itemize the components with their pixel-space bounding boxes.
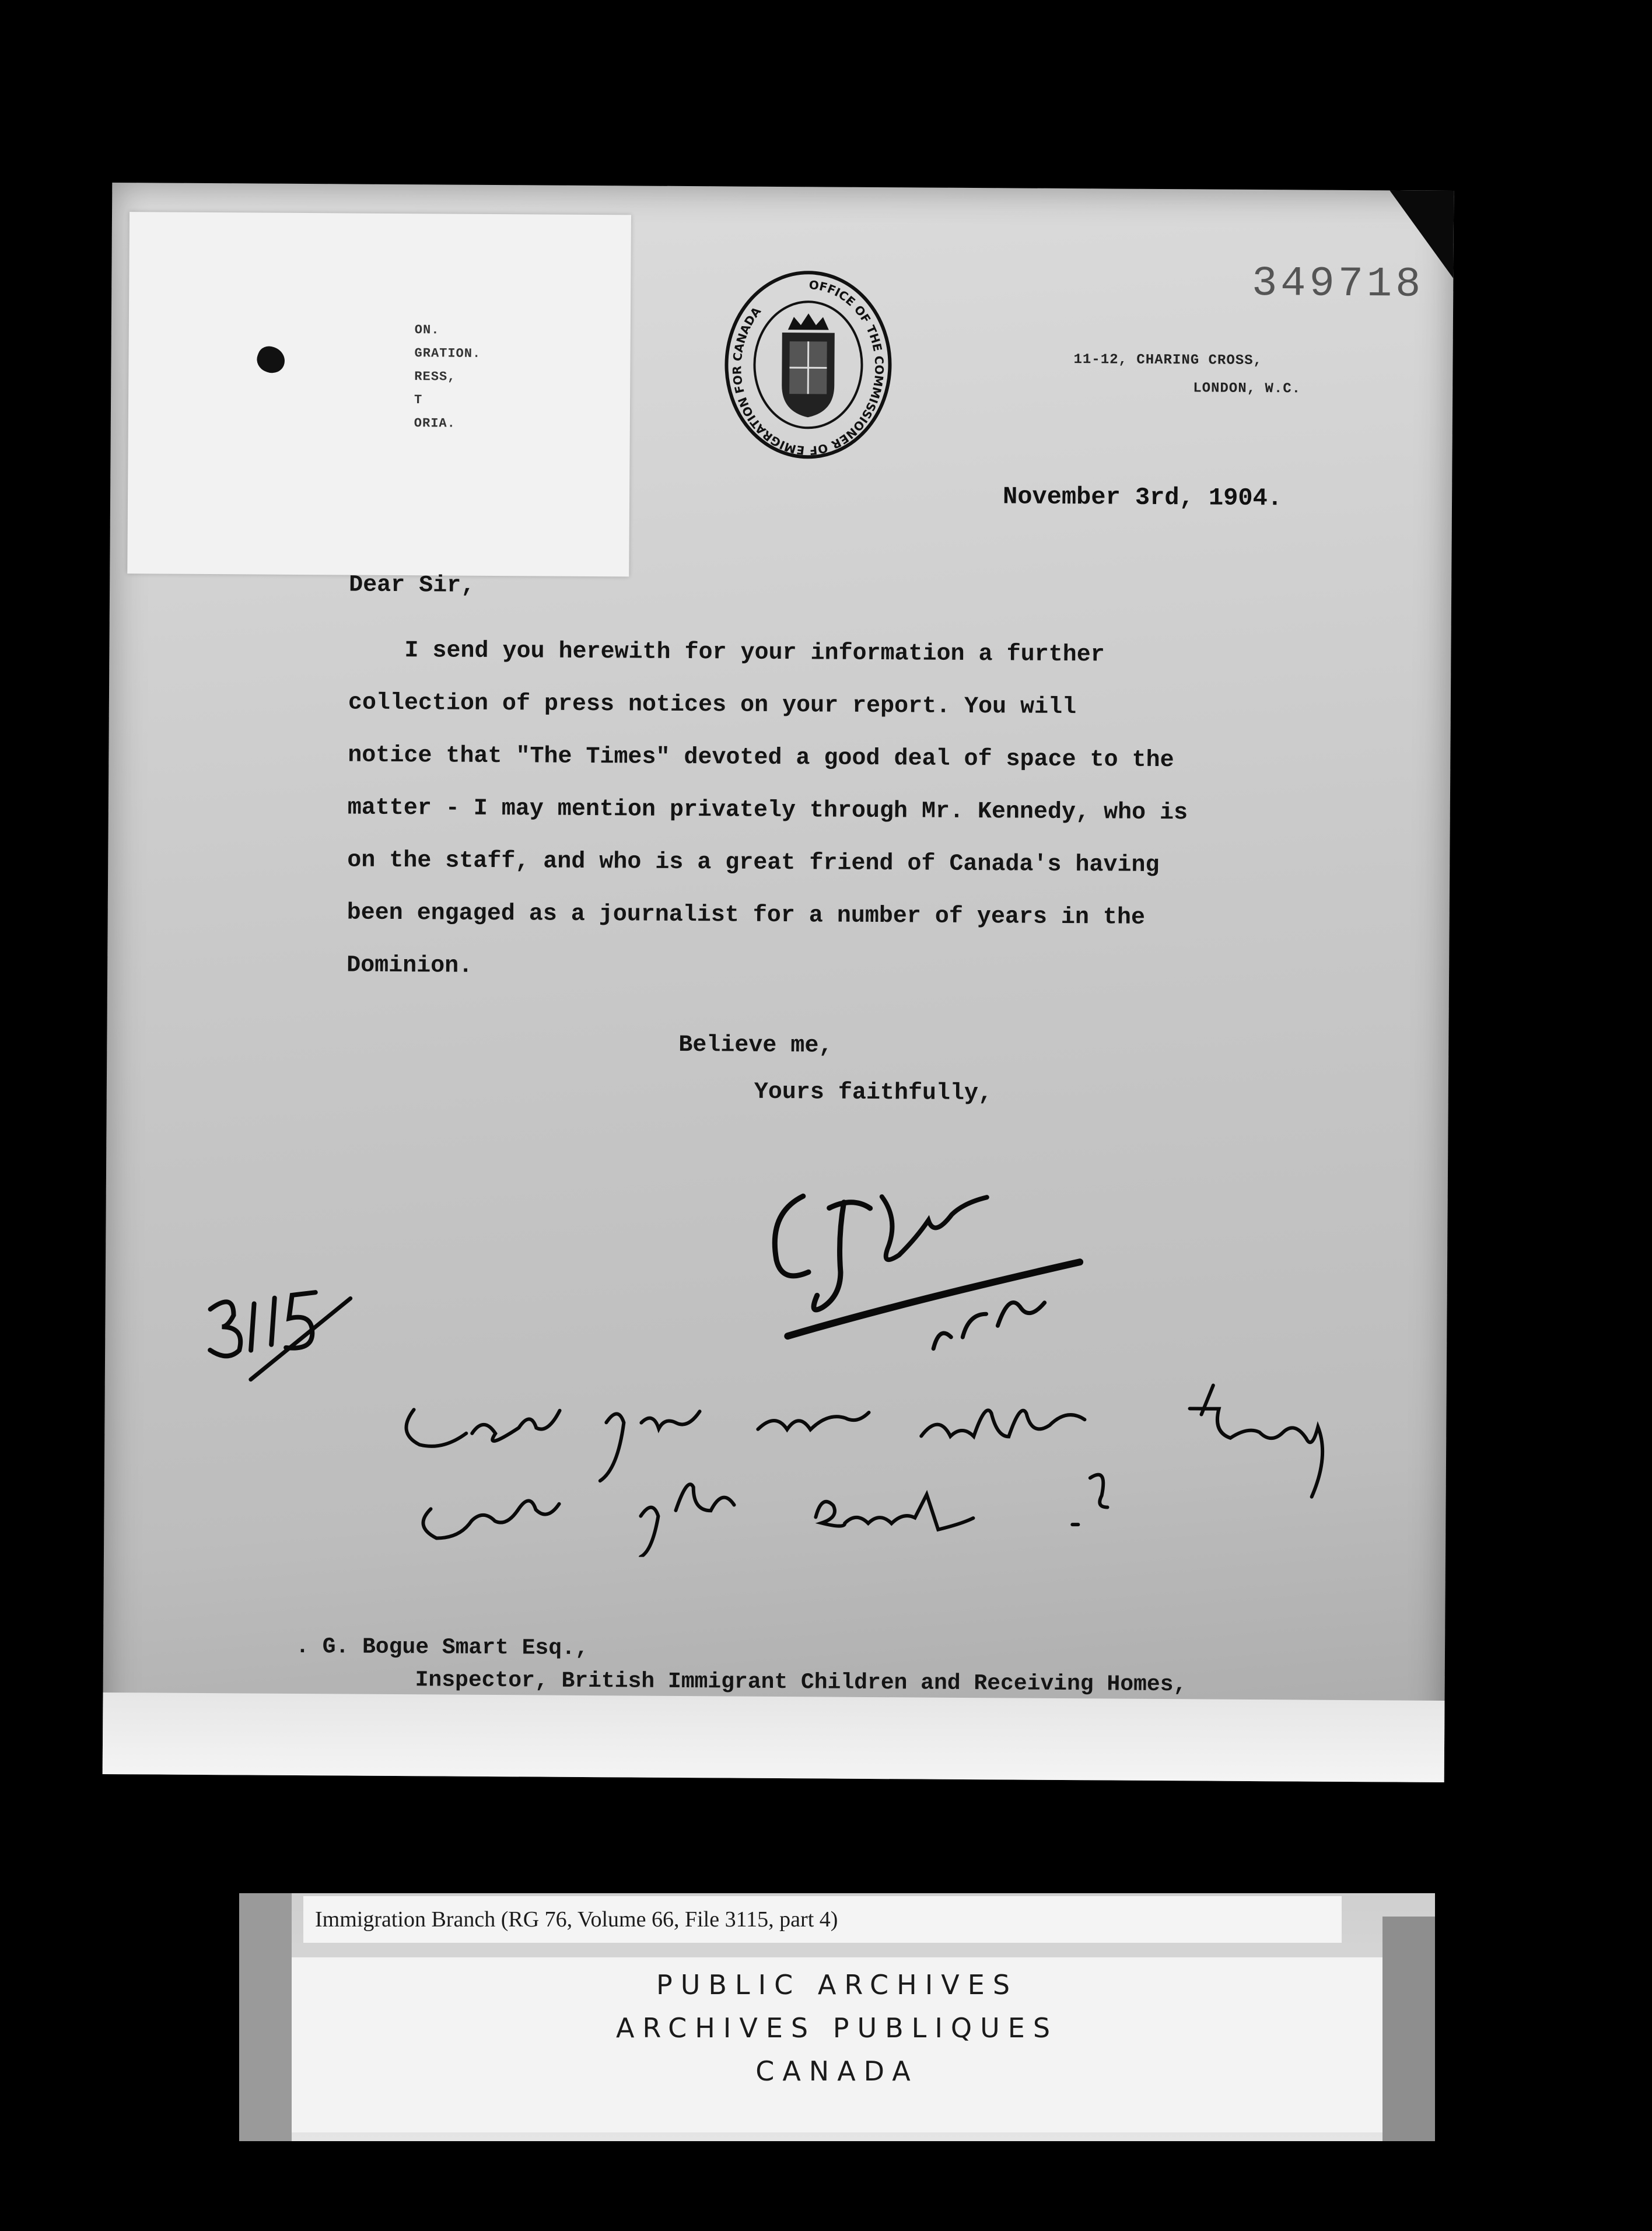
body-line: collection of press notices on your report. You will	[348, 690, 1077, 721]
letter-date: November 3rd, 1904.	[1002, 482, 1283, 513]
archive-stamp	[292, 1957, 1382, 2132]
letter-body	[346, 624, 1399, 998]
letterhead-office-line: T	[414, 393, 423, 408]
archive-identification-card	[239, 1893, 1435, 2141]
letterhead-office-line: GRATION.	[414, 346, 481, 361]
body-line: been engaged as a journalist for a number of years in the	[346, 900, 1146, 931]
body-line: on the staff, and who is a great friend of Canada's having	[347, 847, 1160, 879]
reference-number: 349718	[1251, 259, 1424, 309]
archive-stamp-line: CANADA	[755, 2055, 919, 2087]
recipient-title: Inspector, British Immigrant Children and Receiving Homes,	[415, 1667, 1187, 1698]
pasted-over-label	[127, 212, 631, 576]
salutation: Dear Sir,	[349, 572, 475, 599]
letter-page	[103, 183, 1454, 1782]
handwritten-signature	[747, 1161, 1098, 1356]
body-line: matter - I may mention privately through Mr. Kennedy, who is	[347, 795, 1188, 827]
body-line: notice that "The Times" devoted a good deal of space to the	[348, 742, 1174, 774]
letterhead-office-line: RESS,	[414, 369, 456, 384]
archive-stamp-line: PUBLIC ARCHIVES	[656, 1969, 1019, 2001]
letterhead-office-line: ORIA.	[414, 416, 456, 431]
closing-yours-faithfully: Yours faithfully,	[754, 1079, 993, 1107]
recipient-name: . G. Bogue Smart Esq.,	[295, 1634, 589, 1662]
body-line: I send you herewith for your information a further	[348, 637, 1105, 669]
card-edge-left	[239, 1893, 292, 2141]
card-edge-right	[1382, 1917, 1435, 2141]
letterhead-office-line: ON.	[414, 323, 440, 338]
letterhead-address	[1073, 346, 1301, 403]
page-bottom-strip	[103, 1693, 1445, 1782]
address-line: 11-12, CHARING CROSS,	[1073, 352, 1263, 369]
handwritten-note	[396, 1369, 1505, 1562]
address-line: LONDON, W.C.	[1193, 380, 1301, 397]
seal-text: OFFICE OF THE COMMISSIONER OF EMIGRATION FOR CANADA	[730, 278, 887, 458]
letterhead-office-lines	[414, 319, 481, 436]
archive-stamp-line: ARCHIVES PUBLIQUES	[615, 2012, 1059, 2044]
seal-emblem	[720, 268, 896, 461]
archive-file-label: Immigration Branch (RG 76, Volume 66, File 3115, part 4)	[303, 1896, 1342, 1943]
handwritten-file-number	[198, 1268, 362, 1386]
body-line: Dominion.	[346, 952, 473, 980]
closing-believe-me: Believe me,	[678, 1031, 833, 1059]
